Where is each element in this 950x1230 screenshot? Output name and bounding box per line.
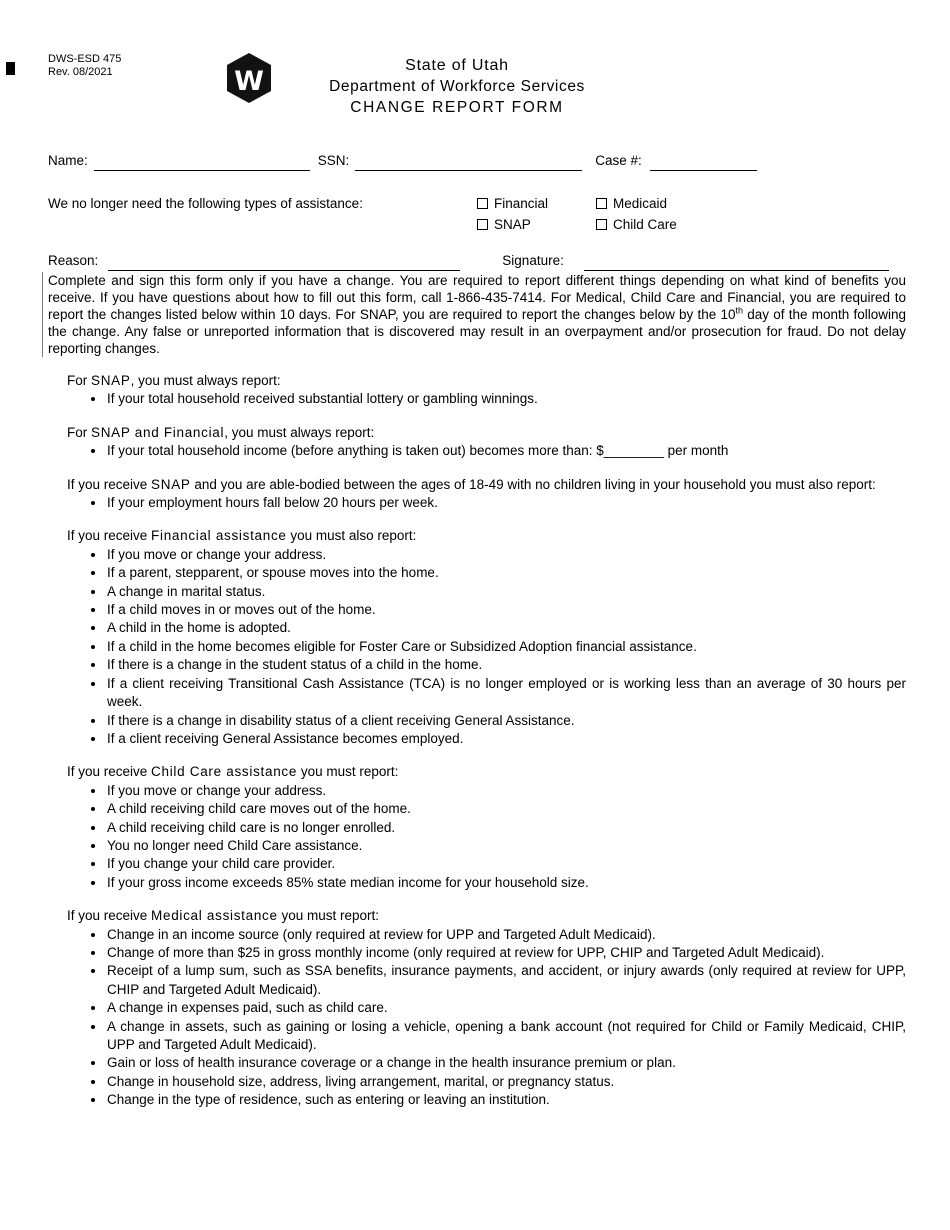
section-heading-text: and you are able-bodied between the ages of 18-49 with no children living in your household you must also report:: [190, 476, 876, 492]
section-heading: [67, 907, 906, 925]
section-heading: [67, 763, 906, 781]
ssn-field[interactable]: [355, 151, 582, 171]
bullet-item: • If a parent, stepparent, or spouse moves into the home.: [106, 564, 906, 582]
form-body: [48, 272, 906, 1125]
section-heading-keyword: Financial assistance: [151, 528, 287, 544]
bullet-item: • If a child moves in or moves out of the home.: [106, 601, 906, 619]
instructions-paragraph: [42, 272, 906, 357]
identity-fields-row: [48, 151, 757, 171]
bullet-item: • If your total household income (before anything is taken out) becomes more than: $________ per month: [106, 442, 906, 460]
bullet-item: • A change in assets, such as gaining or losing a vehicle, opening a bank account (not required for Child or Family Medicaid, CHIP, UPP and Targeted Adult Medicaid).: [106, 1018, 906, 1055]
reason-field[interactable]: [108, 251, 460, 271]
assistance-row: [48, 194, 905, 232]
section-heading-text: you must report:: [297, 764, 399, 780]
assistance-option-snap: [477, 215, 596, 234]
bullet-item: • A child receiving child care moves out of the home.: [106, 800, 906, 818]
section-heading: [67, 372, 906, 390]
report-section: [67, 476, 906, 513]
bullet-item: • Change of more than $25 in gross monthly income (only required at review for UPP, CHIP and Targeted Adult Medicaid).: [106, 944, 906, 962]
bullet-item: • If you change your child care provider.: [106, 855, 906, 873]
checkbox[interactable]: [477, 219, 488, 230]
bullet-item: • If you move or change your address.: [106, 546, 906, 564]
section-heading: [67, 527, 906, 545]
form-header: [0, 55, 932, 119]
state-title: State of Utah: [405, 57, 509, 74]
bullet-item: • If your gross income exceeds 85% state median income for your household size.: [106, 874, 906, 892]
section-heading-text: If you receive: [67, 528, 152, 544]
bullet-item: • Receipt of a lump sum, such as SSA benefits, insurance payments, and accident, or injury awards (only required at review for UPP, CHIP and Targeted Adult Medicaid).: [106, 962, 906, 999]
checkbox[interactable]: [477, 198, 488, 209]
assistance-option-medicaid: [596, 194, 677, 213]
section-bullets: [67, 546, 906, 748]
assistance-options: [477, 194, 677, 234]
bullet-item: • If a client receiving Transitional Cash Assistance (TCA) is no longer employed or is working less than an average of 30 hours per week.: [106, 675, 906, 712]
bullet-item: • If a client receiving General Assistance becomes employed.: [106, 730, 906, 748]
case-number-field[interactable]: [650, 151, 757, 171]
section-heading-text: , you must always report:: [224, 424, 375, 440]
name-field[interactable]: [94, 151, 310, 171]
bullet-item: • If your employment hours fall below 20 hours per week.: [106, 494, 906, 512]
assistance-option-financial: [477, 194, 596, 213]
bullet-item: • Change in household size, address, living arrangement, marital, or pregnancy status.: [106, 1073, 906, 1091]
report-section: [67, 907, 906, 1109]
bullet-item: • If there is a change in disability status of a client receiving General Assistance.: [106, 712, 906, 730]
bullet-item: • If you move or change your address.: [106, 782, 906, 800]
bullet-item: • A child in the home is adopted.: [106, 619, 906, 637]
bullet-item: • Gain or loss of health insurance coverage or a change in the health insurance premium or plan.: [106, 1054, 906, 1072]
bullet-item: • A change in expenses paid, such as child care.: [106, 999, 906, 1017]
section-bullets: [67, 782, 906, 892]
name-label: Name:: [48, 153, 88, 168]
section-heading-text: you must report:: [277, 908, 379, 924]
form-number: DWS-ESD 475: [48, 53, 122, 65]
bullet-item: • If your total household received substantial lottery or gambling winnings.: [106, 390, 906, 408]
bullet-item: • Change in an income source (only required at review for UPP and Targeted Adult Medicaid).: [106, 926, 906, 944]
report-section: [67, 763, 906, 892]
section-heading-text: For: [67, 373, 92, 388]
reason-label: Reason:: [48, 253, 99, 268]
instructions-text-continued: day of the month following the change. Any false or unreported information that is discovered may result in an overpayment and/or prosecution for fraud. Do not delay reporting changes.: [48, 307, 906, 356]
section-heading: [67, 476, 906, 494]
signature-label: Signature:: [502, 253, 564, 268]
checkbox-label: Child Care: [613, 217, 677, 232]
bullet-item: • A child receiving child care is no longer enrolled.: [106, 819, 906, 837]
checkbox-label: Medicaid: [613, 196, 668, 211]
bullet-item: • A change in marital status.: [106, 583, 906, 601]
reason-signature-row: [48, 251, 889, 271]
checkbox-label: Financial: [494, 196, 549, 211]
ordinal-superscript: th: [735, 305, 744, 316]
signature-field[interactable]: [584, 251, 889, 271]
section-heading-keyword: SNAP and Financial: [91, 424, 225, 440]
report-section: [67, 527, 906, 748]
ssn-label: SSN:: [317, 153, 350, 168]
checkbox[interactable]: [596, 219, 607, 230]
report-section: [67, 372, 906, 409]
form-title: CHANGE REPORT FORM: [350, 99, 564, 116]
report-section: [67, 424, 906, 461]
section-heading-keyword: Child Care assistance: [151, 764, 298, 780]
form-revision: Rev. 08/2021: [48, 66, 113, 78]
assistance-option-child-care: [596, 215, 677, 234]
checkbox-label: SNAP: [494, 217, 531, 232]
section-heading-keyword: SNAP: [91, 373, 131, 388]
section-heading-keyword: SNAP: [151, 476, 191, 492]
section-heading-text: If you receive: [67, 908, 152, 924]
svg-text:W: W: [234, 66, 264, 97]
assistance-prompt: We no longer need the following types of assistance:: [48, 196, 363, 211]
section-heading-text: If you receive: [67, 764, 152, 780]
section-heading-text: , you must always report:: [130, 373, 281, 388]
section-heading-keyword: Medical assistance: [151, 908, 278, 924]
sections: [67, 372, 906, 1110]
checkbox[interactable]: [596, 198, 607, 209]
section-bullets: [67, 442, 906, 460]
bullet-item: • If a child in the home becomes eligible for Foster Care or Subsidized Adoption financial assistance.: [106, 638, 906, 656]
section-heading: [67, 424, 906, 442]
section-heading-text: If you receive: [67, 476, 152, 492]
section-heading-text: you must also report:: [286, 528, 417, 544]
instructions-text: Complete and sign this form only if you have a change. You are required to report different things depending on what kind of benefits you receive. If you have questions about how to fill out this form, call 1-866-435-7414. For Medical, Child Care and Financial, you are required to report the changes listed below within 10 days. For SNAP, you are required to report the changes below by the 10: [48, 273, 906, 322]
bullet-item: • Change in the type of residence, such as entering or leaving an institution.: [106, 1091, 906, 1109]
bullet-item: • You no longer need Child Care assistance.: [106, 837, 906, 855]
bullet-item: • If there is a change in the student status of a child in the home.: [106, 656, 906, 674]
case-number-label: Case #:: [595, 153, 642, 168]
section-bullets: [67, 494, 906, 512]
section-heading-text: For: [67, 424, 92, 440]
section-bullets: [67, 926, 906, 1110]
section-bullets: [67, 390, 906, 408]
department-title: Department of Workforce Services: [329, 78, 585, 95]
